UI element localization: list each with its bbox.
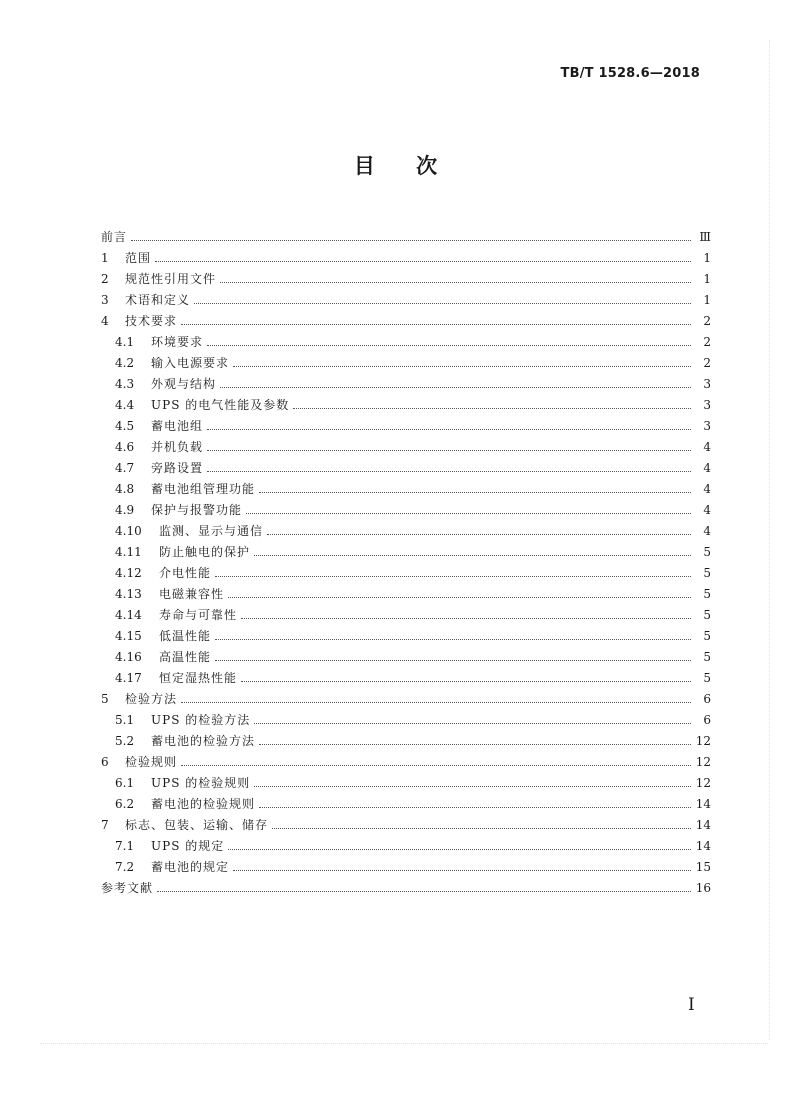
toc-leader-dots bbox=[228, 849, 691, 850]
toc-entry-title: 介电性能 bbox=[159, 566, 212, 580]
toc-entry[interactable] bbox=[101, 794, 711, 815]
toc-entry-page: 4 bbox=[703, 482, 711, 496]
toc-entry[interactable] bbox=[101, 458, 711, 479]
scan-edge-bottom bbox=[40, 1043, 768, 1044]
toc-leader-dots bbox=[220, 387, 691, 388]
toc-entry[interactable] bbox=[101, 878, 711, 899]
toc-entry-page: Ⅲ bbox=[699, 230, 711, 244]
toc-entry[interactable] bbox=[101, 269, 711, 290]
toc-entry-page: 5 bbox=[703, 629, 711, 643]
toc-entry-title: UPS 的规定 bbox=[151, 839, 225, 853]
toc-entry-number: 5 bbox=[101, 692, 109, 706]
toc-entry-title: 低温性能 bbox=[159, 629, 212, 643]
toc-entry-page: 5 bbox=[703, 566, 711, 580]
toc-leader-dots bbox=[157, 891, 691, 892]
toc-leader-dots bbox=[181, 324, 691, 325]
toc-entry[interactable] bbox=[101, 668, 711, 689]
toc-entry-title: 标志、包装、运输、储存 bbox=[125, 818, 269, 832]
toc-entry-page: 12 bbox=[695, 734, 711, 748]
toc-leader-dots bbox=[241, 618, 691, 619]
toc-entry-number: 5.1 bbox=[115, 713, 135, 727]
toc-entry-number: 1 bbox=[101, 251, 109, 265]
toc-entry[interactable] bbox=[101, 395, 711, 416]
toc-entry-number: 4.11 bbox=[115, 545, 142, 559]
toc-leader-dots bbox=[215, 639, 691, 640]
toc-entry[interactable] bbox=[101, 416, 711, 437]
toc-entry-page: 3 bbox=[703, 419, 711, 433]
toc-entry-number: 4.14 bbox=[115, 608, 142, 622]
toc-entry-title: 术语和定义 bbox=[125, 293, 191, 307]
toc-entry-page: 4 bbox=[703, 440, 711, 454]
toc-entry-page: 5 bbox=[703, 545, 711, 559]
toc-entry-page: 5 bbox=[703, 587, 711, 601]
toc-entry-number: 3 bbox=[101, 293, 109, 307]
toc-entry[interactable] bbox=[101, 353, 711, 374]
toc-entry[interactable] bbox=[101, 521, 711, 542]
toc-leader-dots bbox=[259, 744, 691, 745]
scan-edge-right bbox=[769, 40, 770, 1040]
toc-entry[interactable] bbox=[101, 437, 711, 458]
toc-leader-dots bbox=[241, 681, 691, 682]
toc-entry[interactable] bbox=[101, 248, 711, 269]
toc-entry[interactable] bbox=[101, 500, 711, 521]
toc-entry-number: 7 bbox=[101, 818, 109, 832]
toc-entry-title: 并机负载 bbox=[151, 440, 204, 454]
toc-leader-dots bbox=[220, 282, 691, 283]
toc-entry-page: 14 bbox=[695, 797, 711, 811]
toc-entry-number: 4.6 bbox=[115, 440, 135, 454]
toc-entry-page: 4 bbox=[703, 503, 711, 517]
toc-entry-number: 4.13 bbox=[115, 587, 142, 601]
toc-entry-title: 检验规则 bbox=[125, 755, 178, 769]
toc-entry-title: 外观与结构 bbox=[151, 377, 217, 391]
toc-entry-page: 5 bbox=[703, 671, 711, 685]
toc-entry-page: 14 bbox=[695, 818, 711, 832]
toc-entry[interactable] bbox=[101, 710, 711, 731]
toc-leader-dots bbox=[131, 240, 691, 241]
toc-entry-title: UPS 的电气性能及参数 bbox=[151, 398, 290, 412]
toc-entry-title: 输入电源要求 bbox=[151, 356, 230, 370]
toc-entry-page: 2 bbox=[703, 314, 711, 328]
toc-leader-dots bbox=[207, 345, 691, 346]
toc-entry-title: 监测、显示与通信 bbox=[159, 524, 264, 538]
toc-leader-dots bbox=[246, 513, 691, 514]
toc-entry[interactable] bbox=[101, 689, 711, 710]
toc-leader-dots bbox=[267, 534, 691, 535]
toc-entry[interactable] bbox=[101, 479, 711, 500]
toc-entry-title: 蓄电池组 bbox=[151, 419, 204, 433]
toc-entry-page: 3 bbox=[703, 398, 711, 412]
toc-entry-number: 4 bbox=[101, 314, 109, 328]
toc-entry-title: 保护与报警功能 bbox=[151, 503, 243, 517]
toc-leader-dots bbox=[233, 870, 691, 871]
toc-entry-title: UPS 的检验规则 bbox=[151, 776, 251, 790]
toc-entry[interactable] bbox=[101, 542, 711, 563]
table-of-contents bbox=[101, 227, 711, 899]
toc-entry-number: 4.16 bbox=[115, 650, 142, 664]
toc-entry-title: 范围 bbox=[125, 251, 152, 265]
toc-entry-title: 恒定湿热性能 bbox=[159, 671, 238, 685]
toc-entry-title: 前言 bbox=[101, 230, 128, 244]
toc-entry[interactable] bbox=[101, 647, 711, 668]
toc-entry-number: 4.10 bbox=[115, 524, 142, 538]
toc-entry[interactable] bbox=[101, 836, 711, 857]
toc-leader-dots bbox=[194, 303, 691, 304]
toc-leader-dots bbox=[233, 366, 691, 367]
toc-entry[interactable] bbox=[101, 563, 711, 584]
toc-leader-dots bbox=[207, 471, 691, 472]
toc-entry[interactable] bbox=[101, 332, 711, 353]
toc-entry-number: 2 bbox=[101, 272, 109, 286]
toc-leader-dots bbox=[254, 723, 691, 724]
toc-entry-page: 16 bbox=[695, 881, 711, 895]
toc-entry-page: 1 bbox=[703, 251, 711, 265]
page-folio: Ⅰ bbox=[688, 995, 695, 1015]
toc-entry-number: 4.4 bbox=[115, 398, 135, 412]
page-title: 目 次 bbox=[353, 154, 439, 178]
toc-entry-number: 6 bbox=[101, 755, 109, 769]
toc-leader-dots bbox=[215, 576, 691, 577]
toc-entry-page: 2 bbox=[703, 335, 711, 349]
toc-leader-dots bbox=[254, 555, 691, 556]
toc-entry-page: 1 bbox=[703, 293, 711, 307]
toc-entry[interactable] bbox=[101, 584, 711, 605]
toc-leader-dots bbox=[272, 828, 691, 829]
toc-entry[interactable] bbox=[101, 290, 711, 311]
toc-entry-page: 14 bbox=[695, 839, 711, 853]
toc-entry-page: 12 bbox=[695, 755, 711, 769]
toc-leader-dots bbox=[228, 597, 691, 598]
toc-leader-dots bbox=[254, 786, 691, 787]
toc-entry-page: 6 bbox=[703, 692, 711, 706]
toc-entry-number: 4.2 bbox=[115, 356, 135, 370]
toc-entry-page: 3 bbox=[703, 377, 711, 391]
toc-entry-number: 4.5 bbox=[115, 419, 135, 433]
toc-entry[interactable] bbox=[101, 731, 711, 752]
toc-entry[interactable] bbox=[101, 227, 711, 248]
toc-entry-page: 4 bbox=[703, 461, 711, 475]
toc-entry-number: 4.3 bbox=[115, 377, 135, 391]
toc-leader-dots bbox=[293, 408, 691, 409]
toc-entry-page: 6 bbox=[703, 713, 711, 727]
toc-entry-title: 寿命与可靠性 bbox=[159, 608, 238, 622]
toc-entry[interactable] bbox=[101, 626, 711, 647]
toc-leader-dots bbox=[259, 492, 691, 493]
toc-entry-number: 5.2 bbox=[115, 734, 135, 748]
toc-entry-number: 4.15 bbox=[115, 629, 142, 643]
toc-leader-dots bbox=[259, 807, 691, 808]
toc-entry-number: 6.2 bbox=[115, 797, 135, 811]
toc-entry-page: 5 bbox=[703, 608, 711, 622]
standard-code: TB/T 1528.6—2018 bbox=[560, 66, 700, 81]
toc-entry[interactable] bbox=[101, 311, 711, 332]
toc-entry-number: 4.9 bbox=[115, 503, 135, 517]
toc-entry-number: 4.7 bbox=[115, 461, 135, 475]
toc-entry-title: 环境要求 bbox=[151, 335, 204, 349]
toc-leader-dots bbox=[215, 660, 691, 661]
toc-entry-page: 2 bbox=[703, 356, 711, 370]
toc-leader-dots bbox=[155, 261, 691, 262]
toc-entry-number: 4.12 bbox=[115, 566, 142, 580]
toc-entry-number: 7.1 bbox=[115, 839, 135, 853]
toc-entry[interactable] bbox=[101, 815, 711, 836]
toc-entry[interactable] bbox=[101, 752, 711, 773]
toc-entry-number: 4.1 bbox=[115, 335, 135, 349]
toc-entry-title: 防止触电的保护 bbox=[159, 545, 251, 559]
toc-entry-page: 5 bbox=[703, 650, 711, 664]
toc-entry-page: 1 bbox=[703, 272, 711, 286]
toc-entry[interactable] bbox=[101, 374, 711, 395]
toc-entry-title: 旁路设置 bbox=[151, 461, 204, 475]
toc-entry-title: 蓄电池的规定 bbox=[151, 860, 230, 874]
toc-entry-title: 规范性引用文件 bbox=[125, 272, 217, 286]
toc-entry-title: 蓄电池的检验方法 bbox=[151, 734, 256, 748]
toc-entry[interactable] bbox=[101, 605, 711, 626]
toc-entry-number: 4.17 bbox=[115, 671, 142, 685]
toc-entry[interactable] bbox=[101, 773, 711, 794]
toc-entry-title: 高温性能 bbox=[159, 650, 212, 664]
toc-entry[interactable] bbox=[101, 857, 711, 878]
toc-entry-title: UPS 的检验方法 bbox=[151, 713, 251, 727]
toc-entry-number: 4.8 bbox=[115, 482, 135, 496]
toc-entry-page: 15 bbox=[695, 860, 711, 874]
toc-entry-title: 蓄电池组管理功能 bbox=[151, 482, 256, 496]
toc-entry-title: 参考文献 bbox=[101, 881, 154, 895]
toc-leader-dots bbox=[181, 702, 691, 703]
toc-entry-page: 12 bbox=[695, 776, 711, 790]
toc-entry-title: 电磁兼容性 bbox=[159, 587, 225, 601]
toc-entry-title: 技术要求 bbox=[125, 314, 178, 328]
toc-entry-title: 检验方法 bbox=[125, 692, 178, 706]
toc-entry-number: 6.1 bbox=[115, 776, 135, 790]
toc-entry-page: 4 bbox=[703, 524, 711, 538]
toc-leader-dots bbox=[207, 450, 691, 451]
toc-entry-title: 蓄电池的检验规则 bbox=[151, 797, 256, 811]
toc-leader-dots bbox=[207, 429, 691, 430]
toc-entry-number: 7.2 bbox=[115, 860, 135, 874]
toc-leader-dots bbox=[181, 765, 691, 766]
